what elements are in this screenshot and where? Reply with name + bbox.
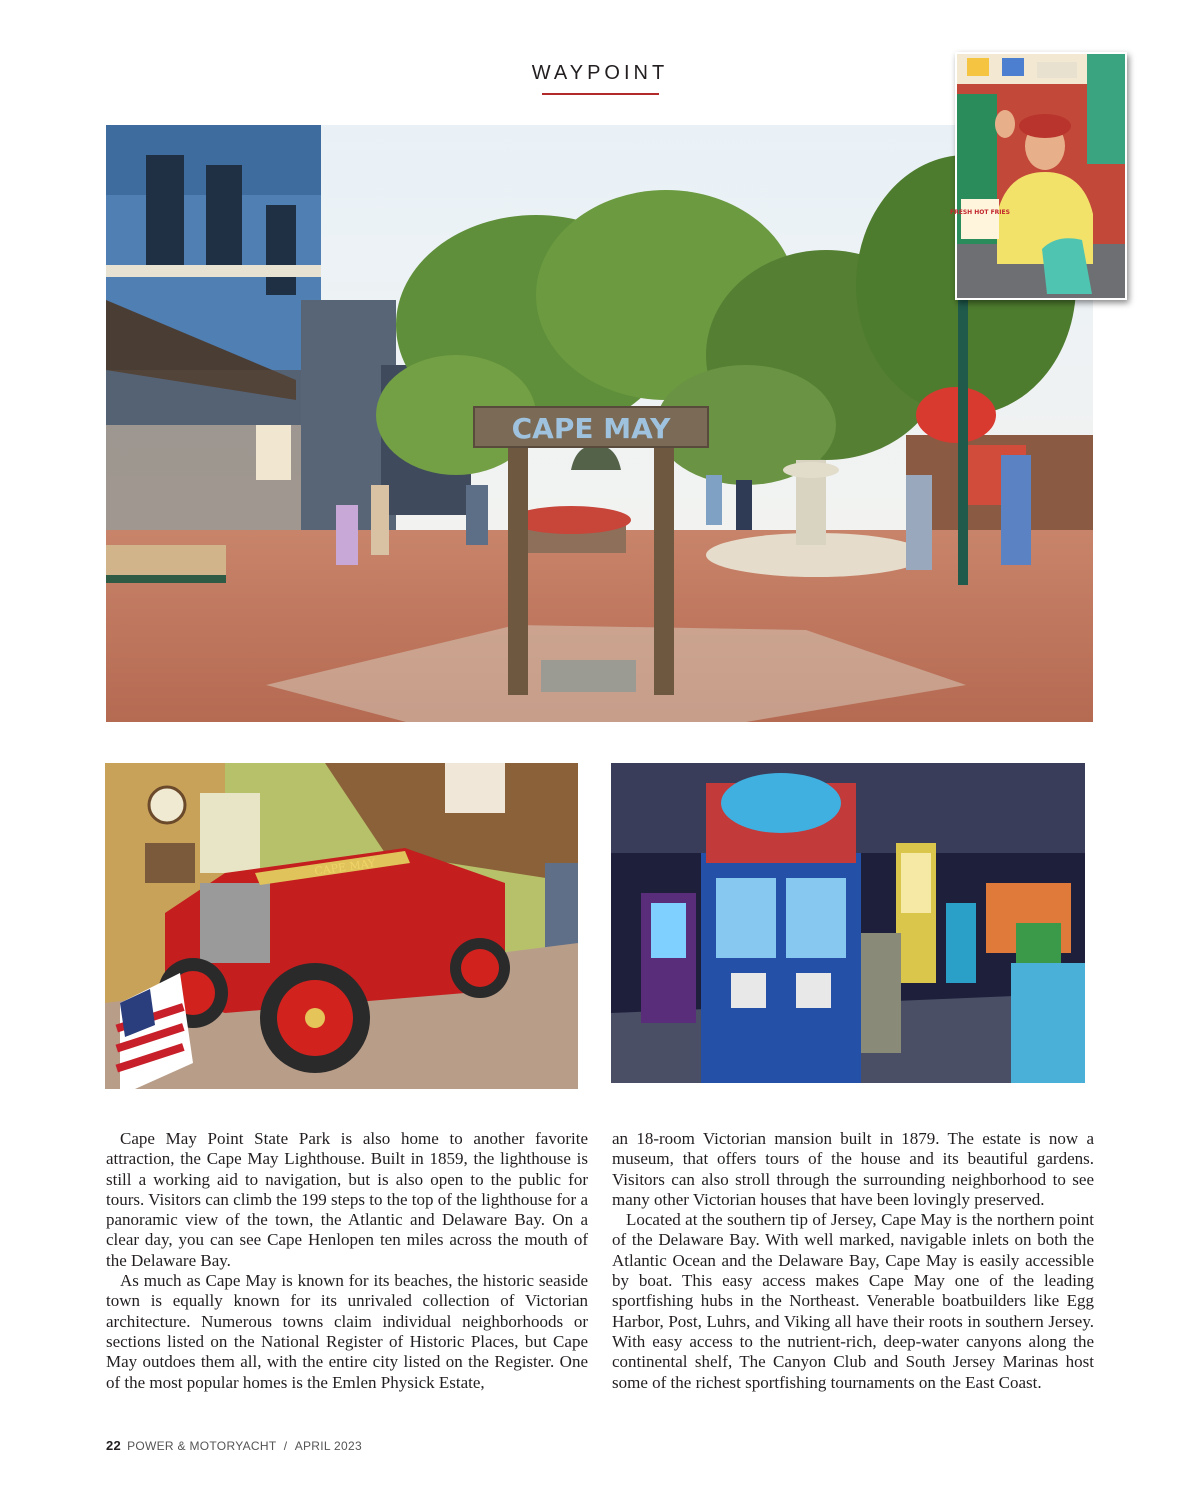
issue-date: APRIL 2023 — [294, 1439, 362, 1453]
hero-sign-text: CAPE MAY — [511, 412, 671, 445]
article-paragraph: Located at the southern tip of Jersey, Cape May is the northern point of the Delaware Bay. With well marked, navigable inlets on both the Atlantic Ocean and the Delaware Bay, Cape May is easily accessible by boat. This easy access makes Cape May one of the leading sportfishing hubs in the Northeast. Venerable boatbuilders like Egg Harbor, Post, Luhrs, and Viking all have their roots in southern Jersey. With easy access to the nutrient-rich, deep-water canyons along the continental shelf, The Canyon Club and South Jersey Marinas host some of the richest sportfishing tournaments on the East Coast. — [612, 1210, 1094, 1392]
article-paragraph: an 18-room Victorian mansion built in 1879. The estate is now a museum, that offers tours of the house and its beautiful gardens. Visitors can also stroll through the surrounding neighborhood to see many other Victorian houses that have been lovingly preserved. — [612, 1129, 1094, 1209]
article-paragraph: As much as Cape May is known for its beaches, the historic seaside town is equally known for its unrivaled collection of Victorian architecture. Numerous towns claim individual neighborhoods or sections listed on the National Register of Historic Places, but Cape May outdoes them all, with the entire city listed on the Register. One of the most popular homes is the Emlen Physick Estate, — [106, 1271, 588, 1392]
firetruck-text: CAPE MAY — [313, 856, 377, 878]
inset-photo — [950, 52, 1127, 300]
page-footer — [106, 1438, 362, 1453]
arcade-photo — [611, 763, 1085, 1083]
hero-photo — [106, 125, 1093, 722]
firetruck-photo — [105, 763, 578, 1089]
footer-separator: / — [283, 1439, 288, 1453]
section-label: WAYPOINT — [531, 62, 669, 84]
article-column-left — [106, 1129, 588, 1393]
section-rule — [542, 93, 659, 95]
article-paragraph: Cape May Point State Park is also home to another favorite attraction, the Cape May Lighthouse. Built in 1859, the lighthouse is still a working aid to navigation, but is also open to the public for tours. Visitors can climb the 199 steps to the top of the lighthouse for a panoramic view of the town, the Atlantic and Delaware Bay. On a clear day, you can see Cape Henlopen ten miles across the mouth of the Delaware Bay. — [106, 1129, 588, 1270]
publication-name: POWER & MOTORYACHT — [127, 1439, 277, 1453]
page-number: 22 — [106, 1438, 122, 1453]
fries-sign-text: FRESH HOT FRIES — [950, 209, 1010, 216]
article-column-right — [612, 1129, 1094, 1393]
